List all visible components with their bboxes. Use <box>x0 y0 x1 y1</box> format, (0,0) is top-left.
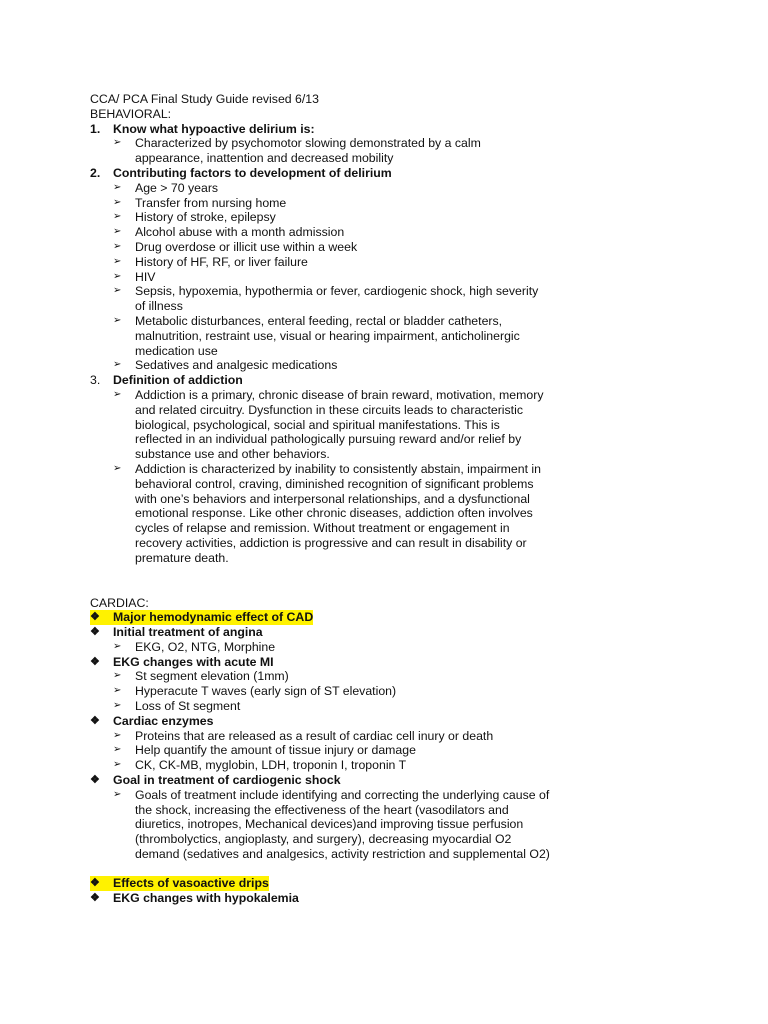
cardiac-item-hypokalemia <box>90 891 550 906</box>
diamond-bullet-icon: ❖ <box>90 774 100 787</box>
cardiac-item-shock <box>90 773 550 788</box>
arrow-bullet-icon: ➢ <box>113 388 122 400</box>
bullet: ➢ Loss of St segment <box>113 699 241 714</box>
diamond-bullet-icon: ❖ <box>90 714 100 727</box>
diamond-bullet-icon: ❖ <box>90 610 113 625</box>
arrow-bullet-icon: ➢ <box>113 700 122 712</box>
cardiac-heading: CARDIAC: <box>90 595 149 610</box>
behavioral-item-2: 2. Contributing factors to development of delirium <box>90 165 392 180</box>
arrow-bullet-icon: ➢ <box>113 729 122 741</box>
arrow-bullet-icon: ➢ <box>113 359 122 371</box>
study-guide-content <box>90 92 550 905</box>
bullet: ➢ History of HF, RF, or liver failure <box>113 254 308 269</box>
bullet: ➢ Goals of treatment include identifying and correcting the underlying cause of the shock, increasing the effectiveness of the heart (vasodilators and diuretics, inotropes, Mechanical devices)and improving tissue perfusion (thrombolyctics, angioplasty, and surgery), decreasing myocardial O2 demand (sedatives and analgesics, activity restriction and supplemental O2) <box>113 787 550 862</box>
behavioral-heading: BEHAVIORAL: <box>90 106 172 121</box>
bullet: ➢ Addiction is characterized by inability to consistently abstain, impairment in behavioral control, craving, diminished recognition of significant problems with one’s behaviors and interpersonal relationships, and a dysfunctional emotional response. Like other chronic diseases, addiction often involves cycles of relapse and remission. Without treatment or engagement in recovery activities, addiction is progressive and can result in disability or premature death. <box>113 461 541 565</box>
arrow-bullet-icon: ➢ <box>113 788 122 800</box>
item-title: Goal in treatment of cardiogenic shock <box>113 773 341 788</box>
bullet: ➢ Sepsis, hypoxemia, hypothermia or fever, cardiogenic shock, high severity of illness <box>113 284 539 314</box>
item-title: Effects of vasoactive drips <box>113 875 269 890</box>
arrow-bullet-icon: ➢ <box>113 640 122 652</box>
arrow-bullet-icon: ➢ <box>113 211 122 223</box>
arrow-bullet-icon: ➢ <box>113 181 122 193</box>
behavioral-item-3: 3. Definition of addiction <box>90 373 243 388</box>
item-title: Major hemodynamic effect of CAD <box>113 610 314 625</box>
cardiac-item-cad <box>90 610 550 625</box>
arrow-bullet-icon: ➢ <box>113 137 122 149</box>
bullet: ➢ Hyperacute T waves (early sign of ST elevation) <box>113 684 397 699</box>
cardiac-item-angina <box>90 625 550 640</box>
bullet: ➢ Age > 70 years <box>113 180 219 195</box>
bullet: ➢ Metabolic disturbances, enteral feeding, rectal or bladder catheters, malnutrition, restraint use, visual or hearing impairment, anticholinergic medication use <box>113 313 520 358</box>
item-title: Definition of addiction <box>113 373 243 388</box>
item-title: Initial treatment of angina <box>113 625 263 640</box>
bullet: ➢ CK, CK-MB, myglobin, LDH, troponin I, troponin T <box>113 758 407 773</box>
arrow-bullet-icon: ➢ <box>113 270 122 282</box>
item-title: EKG changes with acute MI <box>113 654 274 669</box>
bullet: ➢ Drug overdose or illicit use within a week <box>113 239 358 254</box>
bullet: ➢ Addiction is a primary, chronic disease of brain reward, motivation, memory and related circuitry. Dysfunction in these circuits leads to characteristic biological, psychological, social and spiritual manifestations. This is reflected in an individual pathologically pursuing reward and/or relief by substance use and other behaviors. <box>113 387 544 462</box>
bullet: ➢ Alcohol abuse with a month admission <box>113 225 345 240</box>
arrow-bullet-icon: ➢ <box>113 240 122 252</box>
bullet: ➢ Transfer from nursing home <box>113 195 287 210</box>
bullet: ➢ Proteins that are released as a result of cardiac cell inury or death <box>113 728 494 743</box>
cardiac-item-vasoactive <box>90 876 550 891</box>
diamond-bullet-icon: ❖ <box>90 655 100 668</box>
arrow-bullet-icon: ➢ <box>113 314 122 326</box>
arrow-bullet-icon: ➢ <box>113 744 122 756</box>
arrow-bullet-icon: ➢ <box>113 462 122 474</box>
cardiac-item-ekg-mi <box>90 655 550 670</box>
diamond-bullet-icon: ❖ <box>90 876 113 891</box>
cardiac-item-enzymes <box>90 714 550 729</box>
arrow-bullet-icon: ➢ <box>113 226 122 238</box>
arrow-bullet-icon: ➢ <box>113 685 122 697</box>
bullet: ➢ Sedatives and analgesic medications <box>113 358 338 373</box>
bullet: ➢ History of stroke, epilepsy <box>113 210 276 225</box>
item-title: EKG changes with hypokalemia <box>113 890 299 905</box>
arrow-bullet-icon: ➢ <box>113 196 122 208</box>
arrow-bullet-icon: ➢ <box>113 255 122 267</box>
bullet: ➢ Characterized by psychomotor slowing demonstrated by a calm appearance, inattention and decreased mobility <box>113 136 481 166</box>
bullet: ➢ Help quantify the amount of tissue injury or damage <box>113 743 416 758</box>
arrow-bullet-icon: ➢ <box>113 285 122 297</box>
bullet: ➢ St segment elevation (1mm) <box>113 669 289 684</box>
section-spacer <box>90 566 550 596</box>
document-title: CCA/ PCA Final Study Guide revised 6/13 <box>90 92 319 106</box>
arrow-bullet-icon: ➢ <box>113 759 122 771</box>
item-title: Cardiac enzymes <box>113 713 214 728</box>
item-title: Know what hypoactive delirium is: <box>113 121 315 136</box>
bullet: ➢ EKG, O2, NTG, Morphine <box>113 639 276 654</box>
item-title: Contributing factors to development of delirium <box>113 165 392 180</box>
diamond-bullet-icon: ❖ <box>90 626 100 639</box>
arrow-bullet-icon: ➢ <box>113 670 122 682</box>
bullet: ➢ HIV <box>113 269 156 284</box>
diamond-bullet-icon: ❖ <box>90 891 100 904</box>
behavioral-item-1: 1. Know what hypoactive delirium is: <box>90 121 315 136</box>
section-spacer <box>90 862 550 876</box>
